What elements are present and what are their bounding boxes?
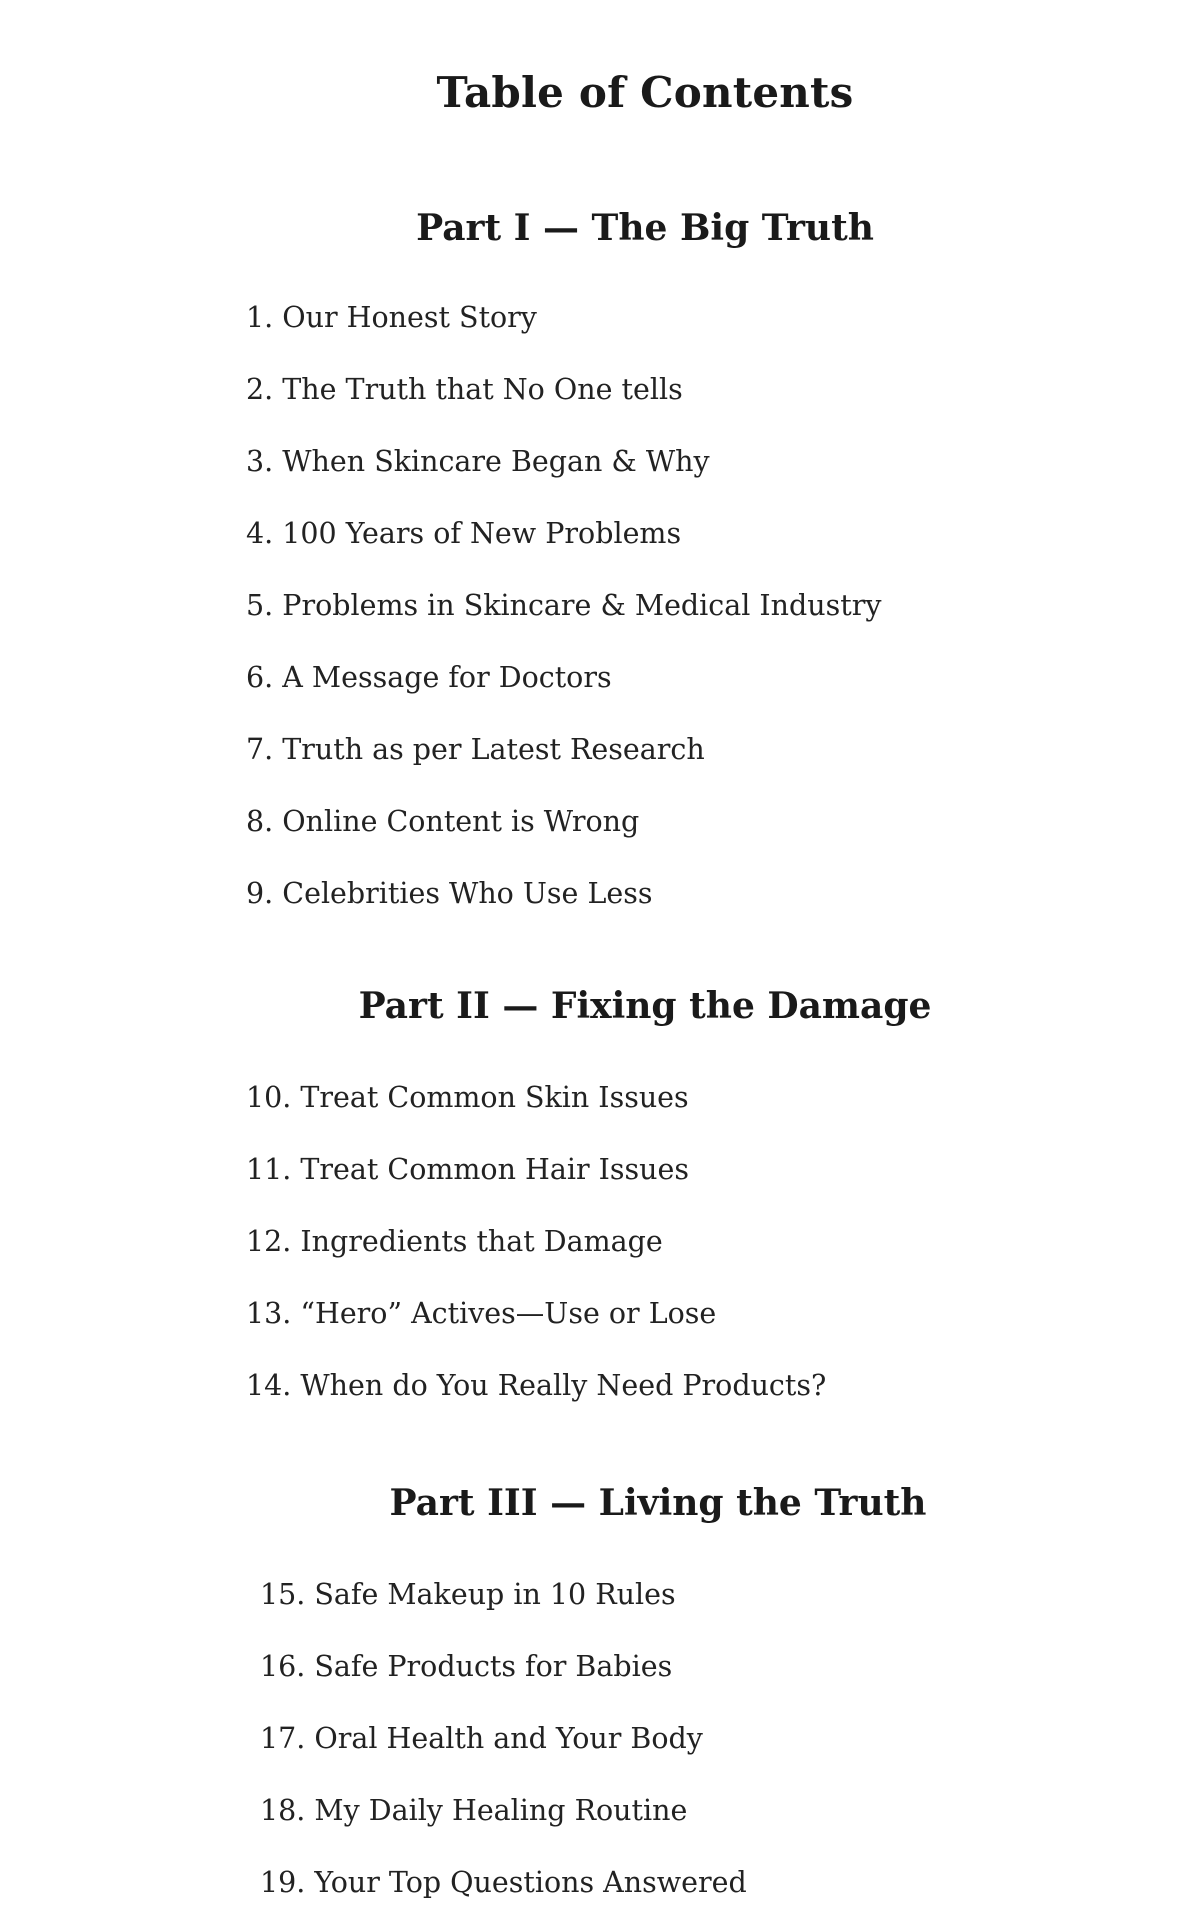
page-title: Table of Contents <box>436 68 854 117</box>
toc-item: 19 . Your Top Questions Answered <box>260 1847 747 1919</box>
toc-item: 5 . Problems in Skincare & Medical Industry <box>246 570 881 642</box>
toc-item: 7 . Truth as per Latest Research <box>246 714 881 786</box>
part-heading-1: Part I — The Big Truth <box>416 207 874 249</box>
toc-item: 17 . Oral Health and Your Body <box>260 1703 747 1775</box>
toc-item: 11 . Treat Common Hair Issues <box>246 1134 826 1206</box>
toc-item: 16 . Safe Products for Babies <box>260 1631 747 1703</box>
toc-item: 6 . A Message for Doctors <box>246 642 881 714</box>
toc-item: 12 . Ingredients that Damage <box>246 1206 826 1278</box>
toc-item: 13 . “Hero” Actives—Use or Lose <box>246 1278 826 1350</box>
toc-item: 9 . Celebrities Who Use Less <box>246 858 881 930</box>
toc-list-part-1 <box>246 282 881 930</box>
toc-item: 14 . When do You Really Need Products? <box>246 1350 826 1422</box>
toc-list-part-3 <box>260 1559 747 1919</box>
toc-item: 10 . Treat Common Skin Issues <box>246 1062 826 1134</box>
toc-item: 15 . Safe Makeup in 10 Rules <box>260 1559 747 1631</box>
toc-item: 3 . When Skincare Began & Why <box>246 426 881 498</box>
part-heading-3: Part III — Living the Truth <box>389 1482 927 1524</box>
part-heading-2: Part II — Fixing the Damage <box>358 985 932 1027</box>
toc-item: 4 . 100 Years of New Problems <box>246 498 881 570</box>
toc-list-part-2 <box>246 1062 826 1422</box>
toc-item: 2 . The Truth that No One tells <box>246 354 881 426</box>
toc-item: 18 . My Daily Healing Routine <box>260 1775 747 1847</box>
toc-item: 1 . Our Honest Story <box>246 282 881 354</box>
toc-item: 8 . Online Content is Wrong <box>246 786 881 858</box>
